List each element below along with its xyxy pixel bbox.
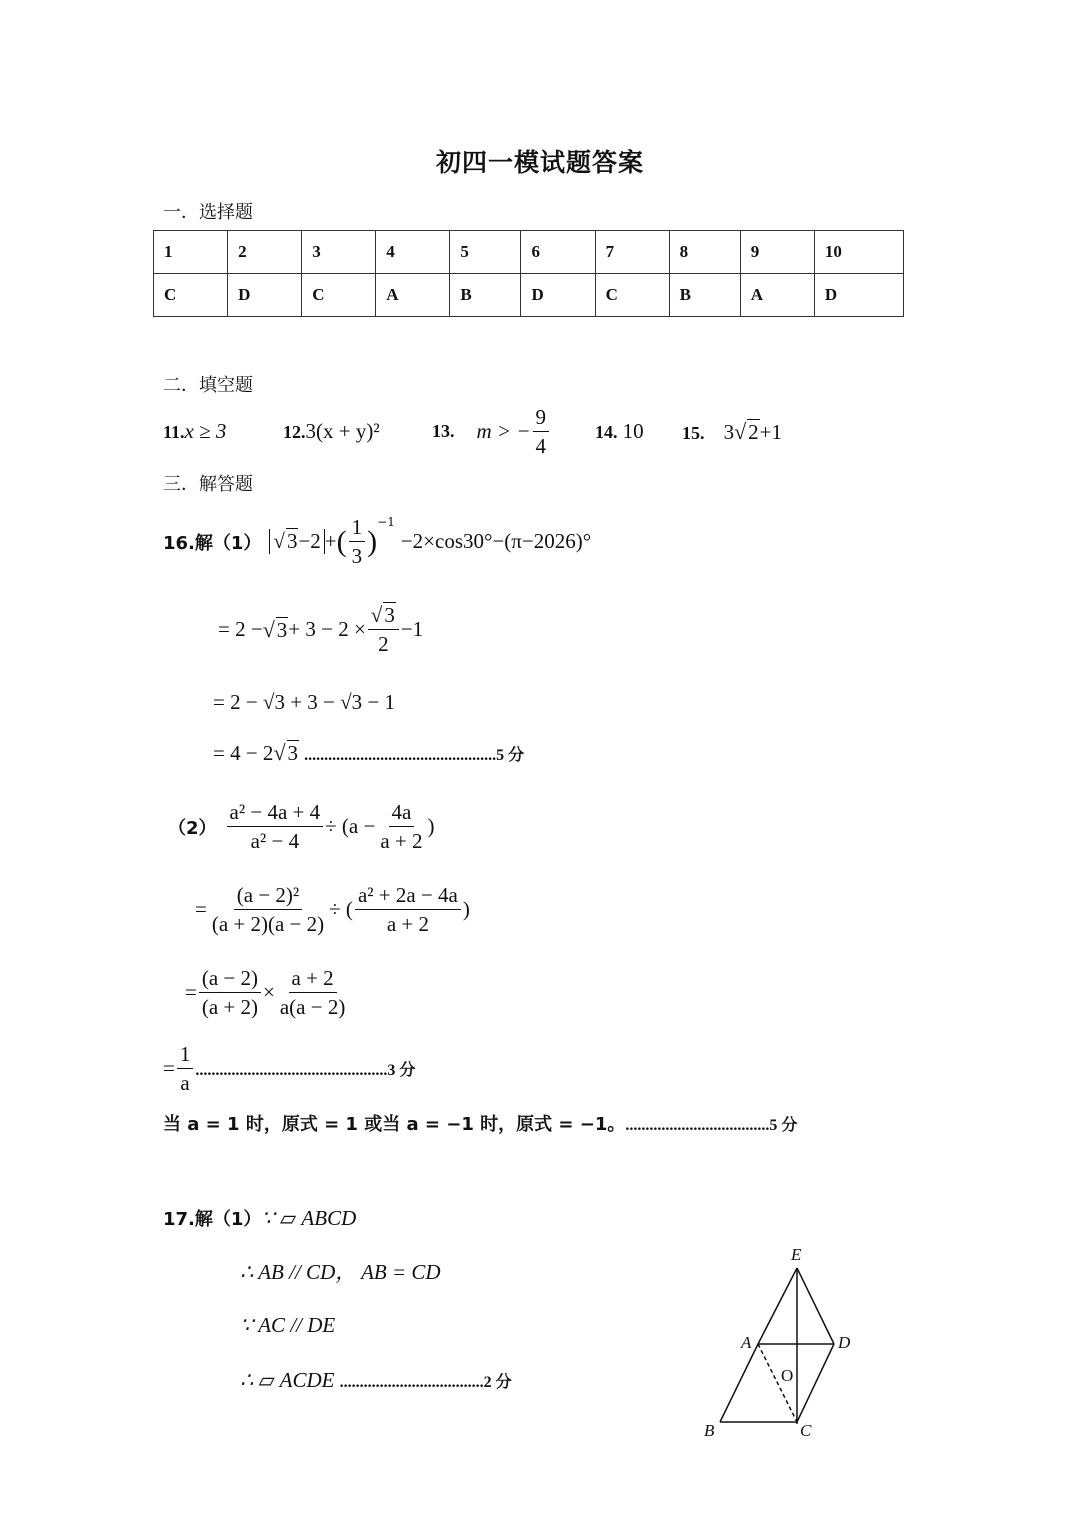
table-cell: A	[376, 274, 450, 317]
q12-answer: 3(x + y)²	[305, 419, 380, 443]
table-cell: 2	[228, 231, 302, 274]
frac-num: 4a	[389, 800, 415, 827]
operator: ÷ (a −	[325, 814, 376, 839]
frac-num: (a − 2)	[199, 966, 261, 993]
q16-part2-step1: = $\frac{\text{(a − 2)²}}{(a + 2)(a - 2)}$ ÷ ( $\frac{\text{a² + 2a − 4a}}{a + 2}$ )	[195, 883, 470, 937]
q16-part2-step3: = $\frac{1}{a}$ ................................................3 分	[163, 1042, 416, 1096]
frac-den: a(a − 2)	[279, 995, 346, 1020]
frac-den: a² − 4	[250, 829, 300, 854]
section-fill-heading: 二．填空题	[163, 375, 253, 396]
step-radicand: 3	[276, 617, 288, 642]
q13-label: 13.	[432, 421, 455, 442]
label-o: O	[781, 1366, 794, 1385]
frac-den: a	[180, 1071, 190, 1096]
step-frac-den: 2	[378, 632, 389, 657]
parallelogram-figure	[690, 1240, 870, 1445]
table-cell: C	[302, 274, 376, 317]
paren: )	[462, 897, 470, 922]
q15-radicand: 2	[748, 420, 759, 444]
q17-text: ∵ AC // DE	[240, 1313, 336, 1337]
q15-label: 15.	[682, 423, 705, 443]
step-text: + 3 − 2 ×	[288, 617, 366, 642]
q16-label: 16.解（1）	[163, 532, 262, 554]
q16-part1-expression: 16.解（1） √3−2 + ( $\frac{1}{3}$ ) $^{-1}$ −2×cos30°−(π−2026)°	[163, 515, 592, 569]
label-c: C	[800, 1421, 812, 1440]
q15-coef: 3	[723, 420, 735, 444]
q14-answer: 10	[622, 419, 644, 443]
table-cell: 9	[740, 231, 814, 274]
q14-label: 14.	[595, 422, 618, 442]
q17-text: ∴ ▱ ACDE	[240, 1368, 335, 1392]
q13-num: 9	[533, 405, 550, 432]
frac-den: (a + 2)(a − 2)	[211, 912, 325, 937]
q15-tail: +1	[759, 420, 783, 444]
q17-line2	[240, 1256, 441, 1286]
table-cell: 8	[669, 231, 740, 274]
q11-answer: x ≥ 3	[184, 419, 227, 443]
table-cell: C	[154, 274, 228, 317]
frac-num: (a − 2)²	[234, 883, 302, 910]
answer-table	[153, 230, 904, 317]
q16-expression-tail: −2×cos30°−(π−2026)°	[400, 529, 592, 554]
q13-lhs: m > −	[476, 419, 531, 444]
label-a: A	[741, 1333, 752, 1352]
table-cell: D	[521, 274, 595, 317]
edge-ed	[797, 1268, 834, 1344]
table-cell: 4	[376, 231, 450, 274]
table-cell: B	[450, 274, 521, 317]
step-radicand: 3	[287, 741, 299, 765]
part2-label: （2）	[168, 817, 217, 839]
page-title: 初四一模试题答案	[435, 148, 644, 177]
table-cell: 5	[450, 231, 521, 274]
table-cell: B	[669, 274, 740, 317]
final-text: 当 a = 1 时，原式 = 1 或当 a = −1 时，原式 = −1。	[163, 1114, 626, 1135]
q13-den: 4	[535, 434, 547, 459]
table-cell: A	[740, 274, 814, 317]
label-d: D	[838, 1333, 851, 1352]
frac-den: a + 2	[380, 829, 423, 854]
frac-den: a + 2	[386, 912, 429, 937]
table-cell: D	[814, 274, 903, 317]
q17-text: ∴ AB // CD， AB = CD	[240, 1260, 441, 1284]
section-solve-heading: 三．解答题	[163, 474, 253, 495]
score-2: ....................................2 分	[339, 1374, 512, 1391]
step-text: −1	[400, 617, 424, 642]
q14	[595, 419, 644, 444]
label-b: B	[704, 1421, 715, 1440]
edge-cd	[797, 1344, 834, 1422]
frac-num: 1	[177, 1042, 194, 1069]
q17-line3	[240, 1313, 335, 1338]
score-5: ....................................5 分	[625, 1117, 798, 1134]
score-3: ................................................3 分	[195, 1062, 416, 1080]
table-row-numbers	[154, 231, 904, 274]
table-cell: 7	[595, 231, 669, 274]
table-cell: C	[595, 274, 669, 317]
q16-final	[163, 1110, 797, 1136]
q11	[163, 419, 226, 444]
table-cell: 3	[302, 231, 376, 274]
q15: 15. 3√2+1	[682, 419, 783, 444]
q17-line4	[240, 1368, 512, 1393]
frac-num: a + 2	[289, 966, 337, 993]
paren: )	[427, 814, 435, 839]
frac-num: a² + 2a − 4a	[355, 883, 461, 910]
score-5: ................................................5 分	[304, 747, 525, 764]
table-row-answers	[154, 274, 904, 317]
table-cell: 6	[521, 231, 595, 274]
frac-num: a² − 4a + 4	[227, 800, 324, 827]
q17-text: ∵ ▱ ABCD	[261, 1206, 357, 1230]
q12	[283, 419, 380, 444]
q12-label: 12.	[283, 422, 306, 442]
q11-label: 11.	[163, 422, 185, 442]
label-e: E	[791, 1245, 802, 1264]
section-choice-heading: 一．选择题	[163, 202, 253, 223]
q16-step3: = 4 − 2√3 ................................................5 分	[213, 740, 525, 765]
q13-fraction	[533, 405, 550, 458]
step-frac-num: 3	[384, 603, 395, 627]
q16-part2-expression	[168, 800, 435, 853]
q16-step1: = 2 − √ 3 + 3 − 2 × $\frac{√3}{2}$ −1	[218, 603, 424, 657]
frac-den: (a + 2)	[201, 995, 258, 1020]
step-text: = 2 −	[218, 617, 263, 642]
q17-label: 17.解（1）	[163, 1209, 262, 1230]
table-cell: 1	[154, 231, 228, 274]
edge-ab	[720, 1344, 758, 1422]
table-cell: D	[228, 274, 302, 317]
edge-ea	[758, 1268, 797, 1344]
q13	[432, 405, 551, 458]
q17-line1	[163, 1205, 356, 1231]
q16-part2-step2: = $\frac{(a - 2)}{(a + 2)}$ × $\frac{a + 2}{a(a - 2)}$	[185, 966, 350, 1019]
operator: ÷ (	[329, 897, 353, 922]
table-cell: 10	[814, 231, 903, 274]
q16-step2: = 2 − √3 + 3 − √3 − 1	[213, 690, 396, 714]
step-text: = 4 − 2	[213, 741, 274, 765]
